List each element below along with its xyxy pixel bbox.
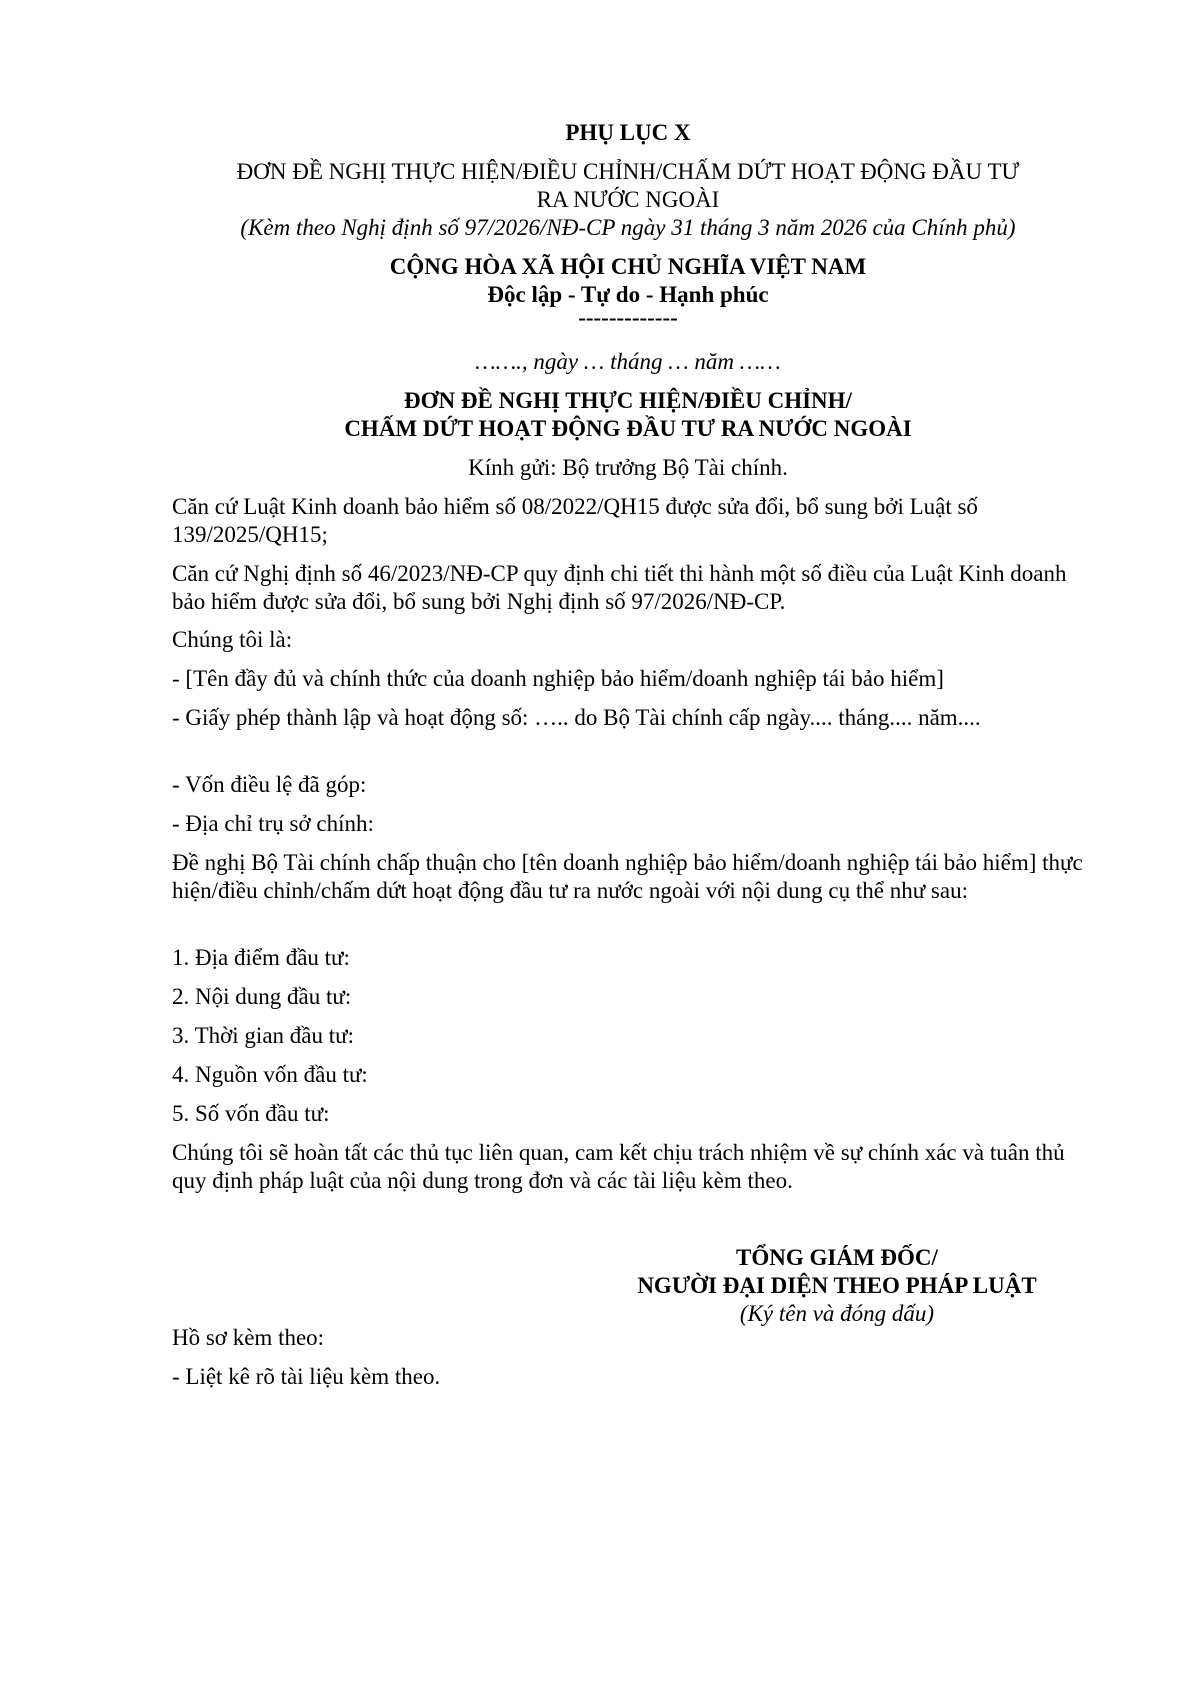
national-motto: Độc lập - Tự do - Hạnh phúc [487,282,769,307]
list-item: 3. Thời gian đầu tư: [172,1023,354,1048]
list-item: 2. Nội dung đầu tư: [172,984,352,1009]
document-title-line2: CHẤM DỨT HOẠT ĐỘNG ĐẦU TƯ RA NƯỚC NGOÀI [344,416,912,441]
list-item: 1. Địa điểm đầu tư: [172,945,350,970]
head-office-address: - Địa chỉ trụ sở chính: [172,811,374,836]
date-line: ……., ngày … tháng … năm …… [475,349,781,374]
signature-title-line1: TỔNG GIÁM ĐỐC/ [736,1245,938,1270]
document-page [172,0,1084,1684]
license-info: - Giấy phép thành lập và hoạt động số: ….. do Bộ Tài chính cấp ngày.... tháng.... năm.... [172,705,981,730]
charter-capital: - Vốn điều lệ đã góp: [172,772,367,797]
document-title-line1: ĐƠN ĐỀ NGHỊ THỰC HIỆN/ĐIỀU CHỈNH/ [404,388,852,413]
attachments-heading: Hồ sơ kèm theo: [172,1325,325,1350]
legal-basis-1: Căn cứ Luật Kinh doanh bảo hiểm số 08/2022/QH15 được sửa đổi, bổ sung bởi Luật số 139/2025/QH15; [172,494,978,547]
list-item: 4. Nguồn vốn đầu tư: [172,1062,368,1087]
decree-note: (Kèm theo Nghị định số 97/2026/NĐ-CP ngày 31 tháng 3 năm 2026 của Chính phủ) [240,215,1016,240]
appendix-title: PHỤ LỤC X [565,120,691,145]
form-title-line2: RA NƯỚC NGOÀI [536,187,720,212]
signature-title-line2: NGƯỜI ĐẠI DIỆN THEO PHÁP LUẬT [637,1273,1037,1298]
company-name: - [Tên đầy đủ và chính thức của doanh nghiệp bảo hiểm/doanh nghiệp tái bảo hiểm] [172,666,944,691]
attachment-item: - Liệt kê rõ tài liệu kèm theo. [172,1364,441,1389]
recipient: Kính gửi: Bộ trưởng Bộ Tài chính. [468,455,788,480]
request-paragraph: Đề nghị Bộ Tài chính chấp thuận cho [tên doanh nghiệp bảo hiểm/doanh nghiệp tái bảo hiểm] thực hiện/điều chỉnh/chấm dứt hoạt động đầu tư ra nước ngoài với nội dung cụ thể như sau: [172,850,1083,903]
commitment-paragraph: Chúng tôi sẽ hoàn tất các thủ tục liên quan, cam kết chịu trách nhiệm về sự chính xác và tuân thủ quy định pháp luật của nội dung trong đơn và các tài liệu kèm theo. [172,1140,1065,1193]
legal-basis-2: Căn cứ Nghị định số 46/2023/NĐ-CP quy định chi tiết thi hành một số điều của Luật Kinh doanh bảo hiểm được sửa đổi, bổ sung bởi Nghị định số 97/2026/NĐ-CP. [172,561,1067,614]
list-item: 5. Số vốn đầu tư: [172,1101,330,1126]
signature-note: (Ký tên và đóng dấu) [739,1301,935,1326]
form-title-line1: ĐƠN ĐỀ NGHỊ THỰC HIỆN/ĐIỀU CHỈNH/CHẤM DỨT HOẠT ĐỘNG ĐẦU TƯ [236,159,1020,184]
header-separator: ------------- [578,305,678,330]
country-name: CỘNG HÒA XÃ HỘI CHỦ NGHĨA VIỆT NAM [389,254,867,279]
we-are-label: Chúng tôi là: [172,627,293,652]
